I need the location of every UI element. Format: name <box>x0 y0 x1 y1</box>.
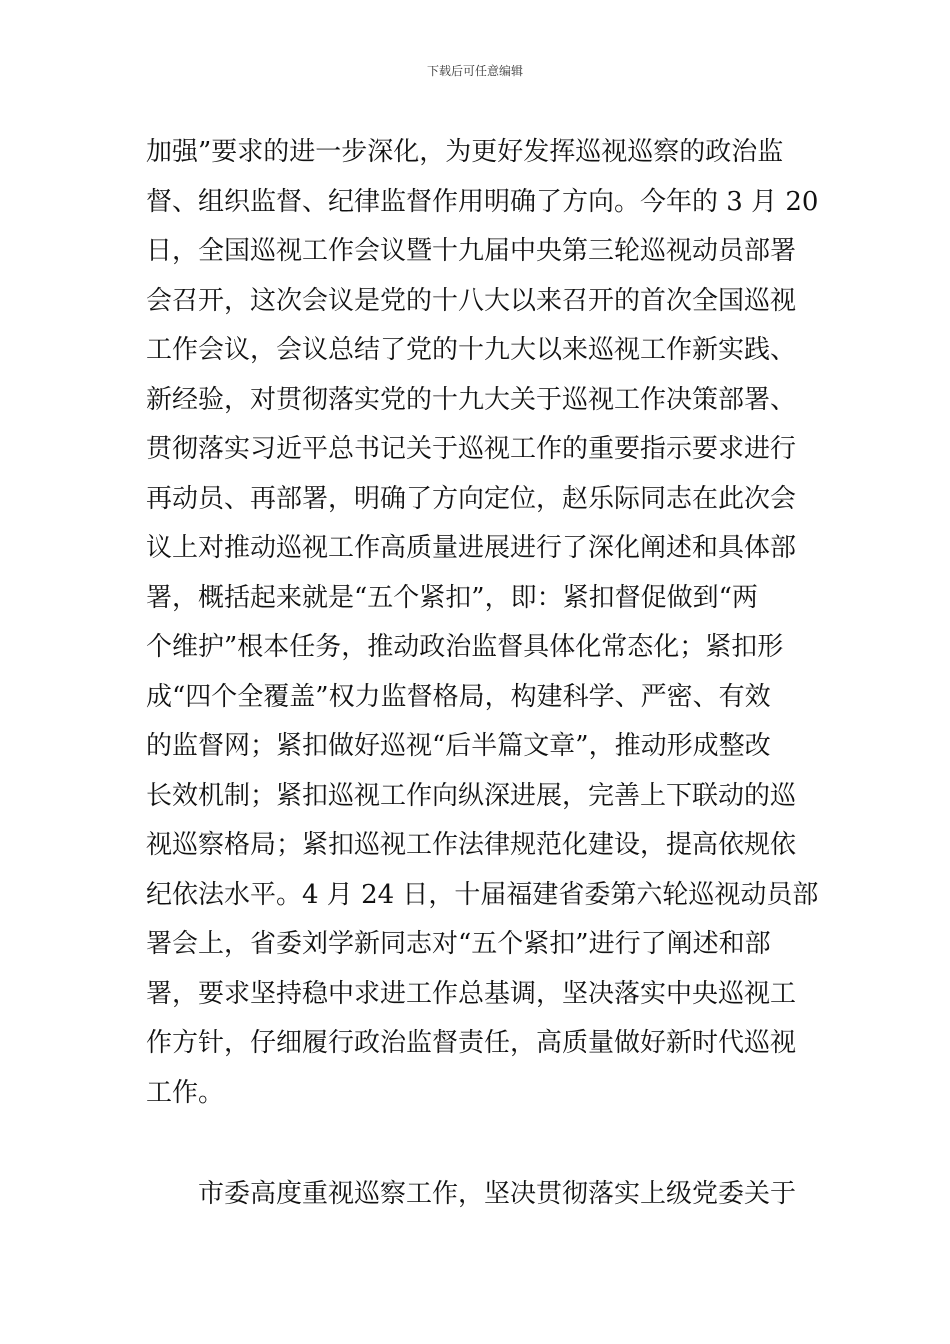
text-line: 成“四个全覆盖”权力监督格局，构建科学、严密、有效 <box>146 681 771 712</box>
text-line: 作方针，仔细履行政治监督责任，高质量做好新时代巡视 <box>146 1028 797 1058</box>
text-line: 督、组织监督、纪律监督作用明确了方向。今年的 3 月 20 <box>146 186 819 217</box>
text-line: 署会上，省委刘学新同志对“五个紧扣”进行了阐述和部 <box>146 929 771 959</box>
text-line: 日，全国巡视工作会议暨十九届中央第三轮巡视动员部署 <box>146 236 797 266</box>
paragraph-2 <box>146 1170 816 1220</box>
text-line: 的监督网；紧扣做好巡视“后半篇文章”，推动形成整改 <box>146 731 771 761</box>
text-line: 纪依法水平。4 月 24 日，十届福建省委第六轮巡视动员部 <box>146 879 819 910</box>
text-line: 议上对推动巡视工作高质量进展进行了深化阐述和具体部 <box>146 533 797 563</box>
text-line: 工作。 <box>146 1077 225 1108</box>
text-line: 加强”要求的进一步深化，为更好发挥巡视巡察的政治监 <box>146 137 784 167</box>
text-line: 个维护”根本任务，推动政治监督具体化常态化；紧扣形 <box>146 632 784 662</box>
paragraph-1 <box>146 128 819 1118</box>
text-line: 贯彻落实习近平总书记关于巡视工作的重要指示要求进行 <box>146 434 797 464</box>
text-line: 长效机制；紧扣巡视工作向纵深进展，完善上下联动的巡 <box>146 780 797 811</box>
text-line: 再动员、再部署，明确了方向定位，赵乐际同志在此次会 <box>146 483 797 514</box>
page-header: 下载后可任意编辑 <box>426 64 523 78</box>
text-line: 会召开，这次会议是党的十八大以来召开的首次全国巡视 <box>146 285 797 316</box>
text-line: 市委高度重视巡察工作，坚决贯彻落实上级党委关于 <box>198 1179 797 1209</box>
text-line: 工作会议，会议总结了党的十九大以来巡视工作新实践、 <box>146 335 797 365</box>
text-line: 视巡察格局；紧扣巡视工作法律规范化建设，提高依规依 <box>146 830 797 860</box>
text-line: 署，概括起来就是“五个紧扣”，即：紧扣督促做到“两 <box>146 582 758 613</box>
text-line: 署，要求坚持稳中求进工作总基调，坚决落实中央巡视工 <box>146 978 797 1009</box>
text-line: 新经验，对贯彻落实党的十九大关于巡视工作决策部署、 <box>146 384 797 415</box>
